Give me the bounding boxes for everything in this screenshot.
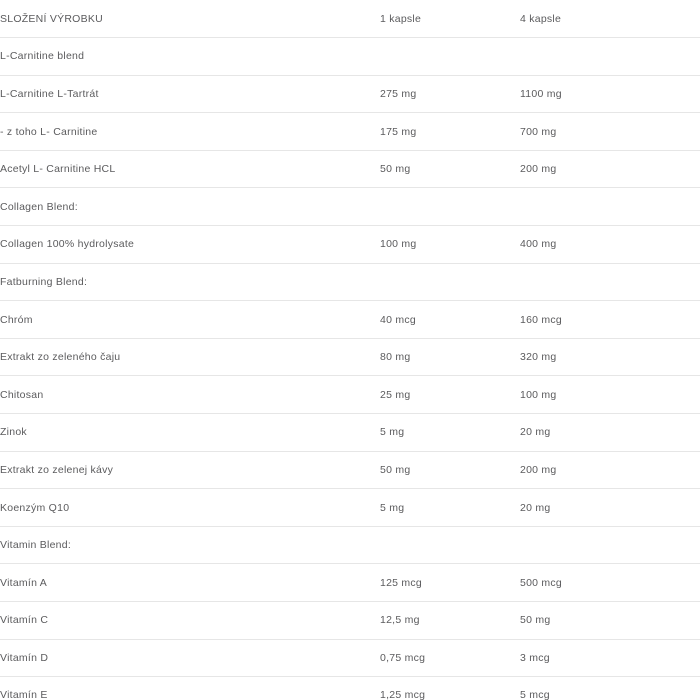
amount-one-capsule: 1,25 mcg bbox=[380, 689, 426, 700]
table-row bbox=[0, 75, 700, 113]
amount-one-capsule bbox=[380, 38, 520, 76]
amount-one-capsule: 5 mg bbox=[380, 426, 405, 439]
amount-one-capsule: 50 mg bbox=[380, 163, 411, 176]
table-row bbox=[0, 226, 700, 264]
ingredient-name: Vitamín E bbox=[0, 689, 48, 700]
ingredient-name: Chróm bbox=[0, 313, 33, 326]
amount-one-capsule bbox=[380, 526, 520, 564]
amount-one-capsule: 80 mg bbox=[380, 351, 411, 364]
table-row bbox=[0, 263, 700, 301]
amount-four-capsules: 3 mcg bbox=[520, 651, 550, 664]
table-row bbox=[0, 188, 700, 226]
amount-one-capsule bbox=[380, 188, 520, 226]
table-row bbox=[0, 113, 700, 151]
column-header-one-capsule: 1 kapsle bbox=[380, 12, 422, 25]
amount-four-capsules: 5 mcg bbox=[520, 689, 550, 700]
amount-one-capsule: 40 mcg bbox=[380, 313, 416, 326]
ingredient-name: Vitamín D bbox=[0, 651, 49, 664]
amount-four-capsules: 50 mg bbox=[520, 614, 551, 627]
ingredient-name: Fatburning Blend: bbox=[0, 275, 88, 288]
amount-one-capsule: 275 mg bbox=[380, 87, 417, 100]
amount-one-capsule: 5 mg bbox=[380, 501, 405, 514]
table-row bbox=[0, 38, 700, 76]
table-header-row bbox=[0, 0, 700, 38]
table-row bbox=[0, 639, 700, 677]
amount-four-capsules: 320 mg bbox=[520, 351, 557, 364]
amount-one-capsule: 0,75 mcg bbox=[380, 651, 426, 664]
ingredient-name: Collagen 100% hydrolysate bbox=[0, 238, 135, 251]
amount-four-capsules bbox=[520, 263, 700, 301]
amount-one-capsule: 25 mg bbox=[380, 388, 411, 401]
amount-four-capsules bbox=[520, 526, 700, 564]
column-header-name: SLOŽENÍ VÝROBKU bbox=[0, 12, 103, 25]
amount-four-capsules: 1100 mg bbox=[520, 87, 562, 100]
amount-four-capsules: 700 mg bbox=[520, 125, 557, 138]
amount-one-capsule: 125 mcg bbox=[380, 576, 423, 589]
amount-one-capsule: 100 mg bbox=[380, 238, 417, 251]
table-row bbox=[0, 376, 700, 414]
amount-one-capsule: 12,5 mg bbox=[380, 614, 420, 627]
ingredient-name: Vitamín C bbox=[0, 614, 49, 627]
ingredient-name: Vitamin Blend: bbox=[0, 539, 72, 552]
table-row bbox=[0, 414, 700, 452]
ingredient-name: - z toho L- Carnitine bbox=[0, 125, 98, 138]
amount-four-capsules: 500 mcg bbox=[520, 576, 563, 589]
amount-one-capsule: 50 mg bbox=[380, 463, 411, 476]
amount-four-capsules bbox=[520, 188, 700, 226]
ingredient-name: Zinok bbox=[0, 426, 27, 439]
amount-one-capsule: 175 mg bbox=[380, 125, 417, 138]
ingredient-name: Extrakt zo zeleného čaju bbox=[0, 351, 121, 364]
column-header-four-capsules: 4 kapsle bbox=[520, 12, 562, 25]
amount-four-capsules bbox=[520, 38, 700, 76]
table-row bbox=[0, 451, 700, 489]
ingredient-name: Koenzým Q10 bbox=[0, 501, 70, 514]
ingredient-name: Collagen Blend: bbox=[0, 200, 78, 213]
table-row bbox=[0, 301, 700, 339]
ingredient-name: L-Carnitine blend bbox=[0, 50, 85, 63]
table-row bbox=[0, 150, 700, 188]
amount-four-capsules: 160 mcg bbox=[520, 313, 563, 326]
ingredient-name: L-Carnitine L-Tartrát bbox=[0, 87, 99, 100]
table-row bbox=[0, 602, 700, 640]
ingredient-name: Extrakt zo zelenej kávy bbox=[0, 463, 114, 476]
table-row bbox=[0, 526, 700, 564]
amount-four-capsules: 100 mg bbox=[520, 388, 557, 401]
amount-four-capsules: 200 mg bbox=[520, 463, 557, 476]
ingredient-name: Acetyl L- Carnitine HCL bbox=[0, 163, 116, 176]
amount-four-capsules: 400 mg bbox=[520, 238, 557, 251]
table-row bbox=[0, 489, 700, 527]
amount-four-capsules: 20 mg bbox=[520, 501, 551, 514]
ingredient-name: Vitamín A bbox=[0, 576, 47, 589]
amount-four-capsules: 200 mg bbox=[520, 163, 557, 176]
table-row bbox=[0, 564, 700, 602]
amount-four-capsules: 20 mg bbox=[520, 426, 551, 439]
ingredient-name: Chitosan bbox=[0, 388, 44, 401]
table-row bbox=[0, 338, 700, 376]
table-row bbox=[0, 677, 700, 700]
amount-one-capsule bbox=[380, 263, 520, 301]
